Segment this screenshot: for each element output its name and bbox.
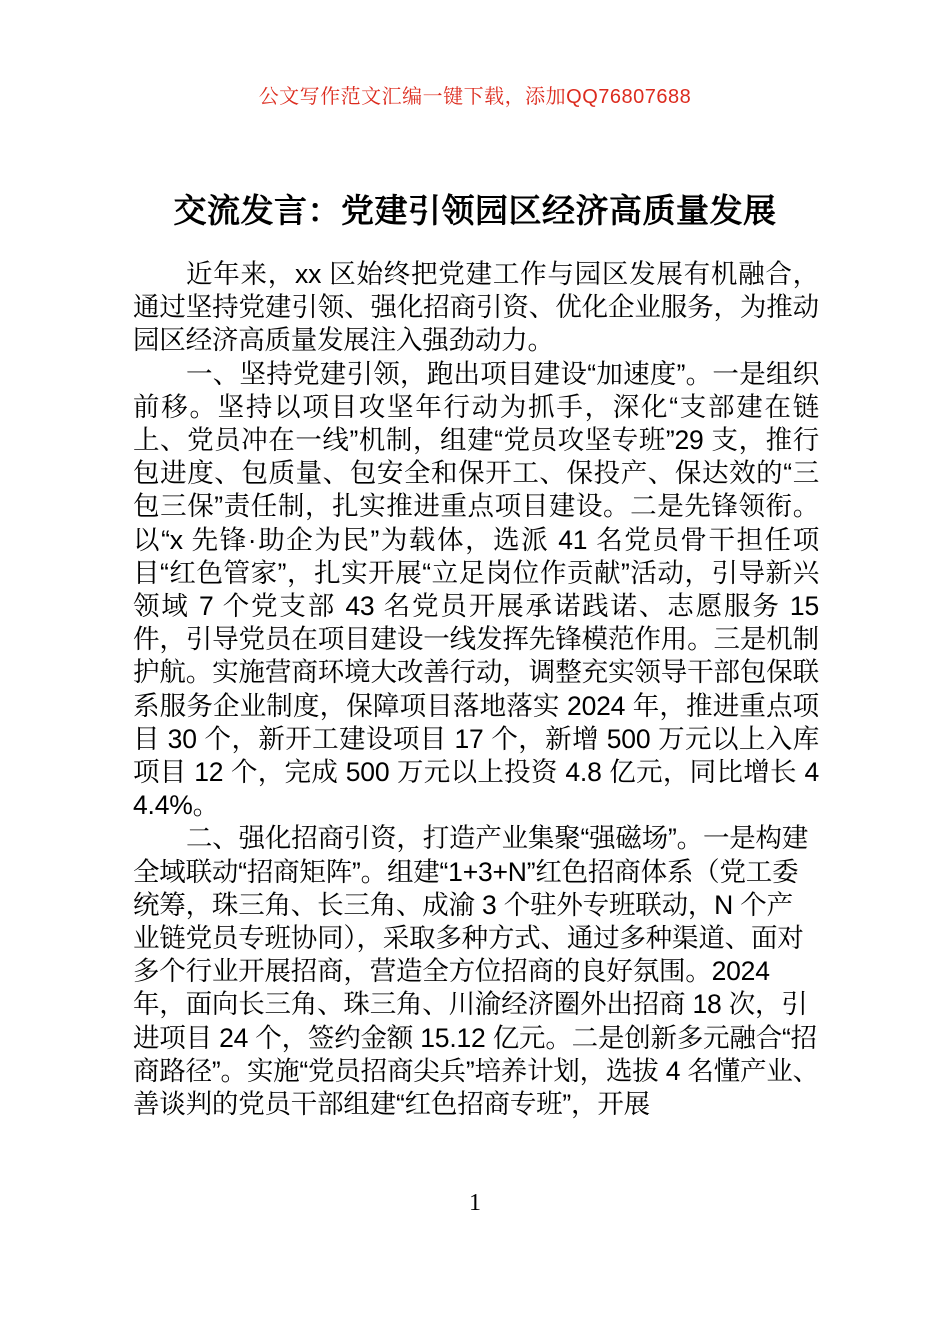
body-paragraph-3: 二、强化招商引资，打造产业集聚“强磁场”。一是构建全域联动“招商矩阵”。组建“1+3+N”红色招商体系（党工委统筹，珠三角、长三角、成渝 3 个驻外专班联动，N 个产业链党员专班协同），采取多种方式、通过多种渠道、面对多个行业开展招商，营造全方位招商的良好氛围。2024 年，面向长三角、珠三角、川渝经济圈外出招商 18 次，引进项目 24 个，签约金额 15.12 亿元。二是创新多元融合“招商路径”。实施“党员招商尖兵”培养计划，选拔 4 名懂产业、善谈判的党员干部组建“红色招商专班”，开展: [133, 823, 819, 1120]
page-number: 1: [469, 1190, 481, 1216]
body-paragraph-2: 一、坚持党建引领，跑出项目建设“加速度”。一是组织前移。坚持以项目攻坚年行动为抓手，深化“支部建在链上、党员冲在一线”机制，组建“党员攻坚专班”29 支，推行包进度、包质量、包安全和保开工、保投产、保达效的“三包三保”责任制，扎实推进重点项目建设。二是先锋领衔。以“x 先锋·助企为民”为载体，选派 41 名党员骨干担任项目“红色管家”，扎实开展“立足岗位作贡献”活动，引导新兴领域 7 个党支部 43 名党员开展承诺践诺、志愿服务 15 件，引导党员在项目建设一线发挥先锋模范作用。三是机制护航。实施营商环境大改善行动，调整充实领导干部包保联系服务企业制度，保障项目落地落实 2024 年，推进重点项目 30 个，新开工建设项目 17 个，新增 500 万元以上入库项目 12 个，完成 500 万元以上投资 4.8 亿元，同比增长 44.4%。: [133, 358, 819, 821]
document-title: 交流发言：党建引领园区经济高质量发展: [173, 192, 777, 230]
document-body: [133, 258, 819, 1121]
body-paragraph-1: 近年来，xx 区始终把党建工作与园区发展有机融合，通过坚持党建引领、强化招商引资、优化企业服务，为推动园区经济高质量发展注入强劲动力。: [133, 259, 819, 356]
promo-banner-text: 公文写作范文汇编一键下载，添加QQ76807688: [258, 86, 692, 108]
